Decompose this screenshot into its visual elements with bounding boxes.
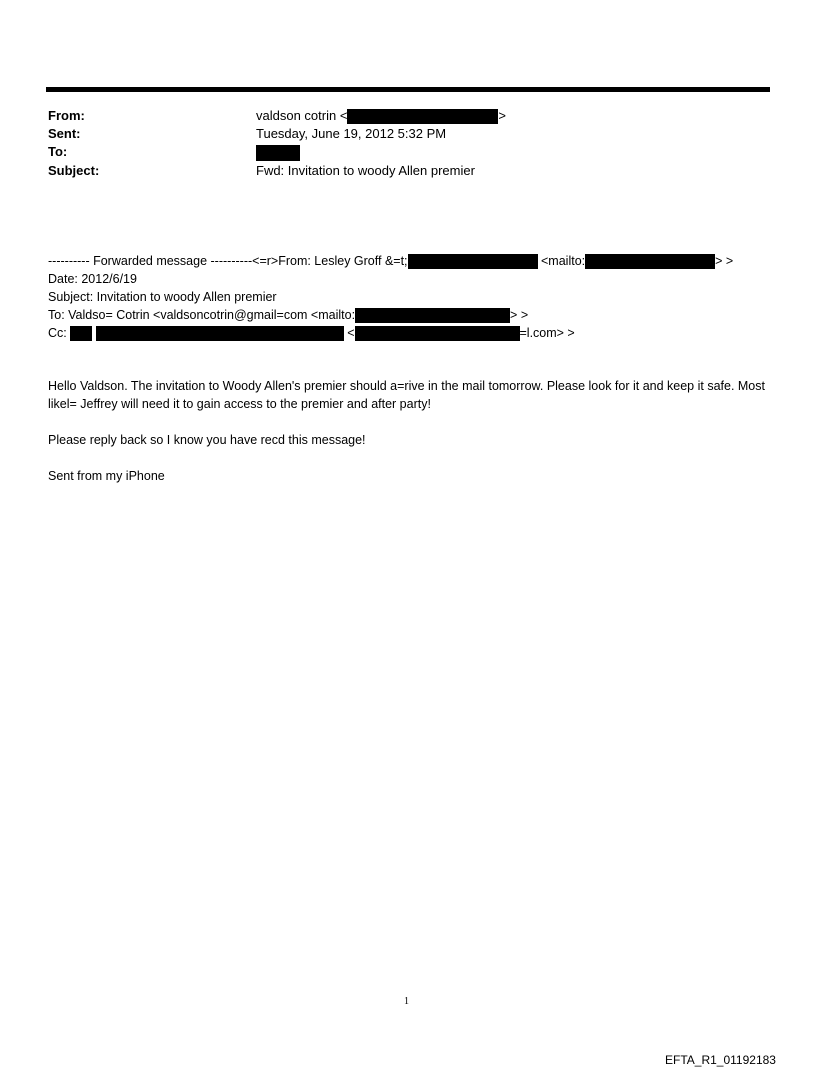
redaction-box xyxy=(96,326,344,341)
redaction-box xyxy=(355,326,520,341)
from-value: valdson cotrin < > xyxy=(256,108,507,123)
subject-value: Fwd: Invitation to woody Allen premier xyxy=(256,163,475,178)
redaction-box xyxy=(347,109,498,124)
to-value xyxy=(256,143,300,161)
forwarded-cc: Cc: < =l.com> > xyxy=(48,326,575,340)
subject-label: Subject: xyxy=(48,163,100,178)
sent-label: Sent: xyxy=(48,126,81,141)
top-rule xyxy=(46,87,770,92)
forwarded-date: Date: 2012/6/19 xyxy=(48,272,137,286)
redaction-box xyxy=(256,145,300,161)
redaction-box xyxy=(355,308,510,323)
from-label: From: xyxy=(48,108,85,123)
document-id: EFTA_R1_01192183 xyxy=(665,1053,776,1067)
forwarded-subject: Subject: Invitation to woody Allen premier xyxy=(48,290,277,304)
redaction-box xyxy=(70,326,92,341)
redaction-box xyxy=(585,254,715,269)
body-paragraph: Hello Valdson. The invitation to Woody Allen's premier should a=rive in the mail tomorrow. Please look for it and keep it safe. Most likel= Jeffrey will need it to gain access to the premier and after party! xyxy=(48,379,765,411)
sent-value: Tuesday, June 19, 2012 5:32 PM xyxy=(256,126,447,141)
redaction-box xyxy=(408,254,538,269)
forwarded-line-from: ---------- Forwarded message ----------<=r>From: Lesley Groff &=t; <mailto: > > xyxy=(48,254,734,268)
page-number: 1 xyxy=(404,996,409,1007)
body-signature: Sent from my iPhone xyxy=(48,469,165,483)
body-paragraph: Please reply back so I know you have recd this message! xyxy=(48,433,366,447)
to-label: To: xyxy=(48,144,68,159)
forwarded-to: To: Valdso= Cotrin <valdsoncotrin@gmail=com <mailto: > > xyxy=(48,308,529,322)
